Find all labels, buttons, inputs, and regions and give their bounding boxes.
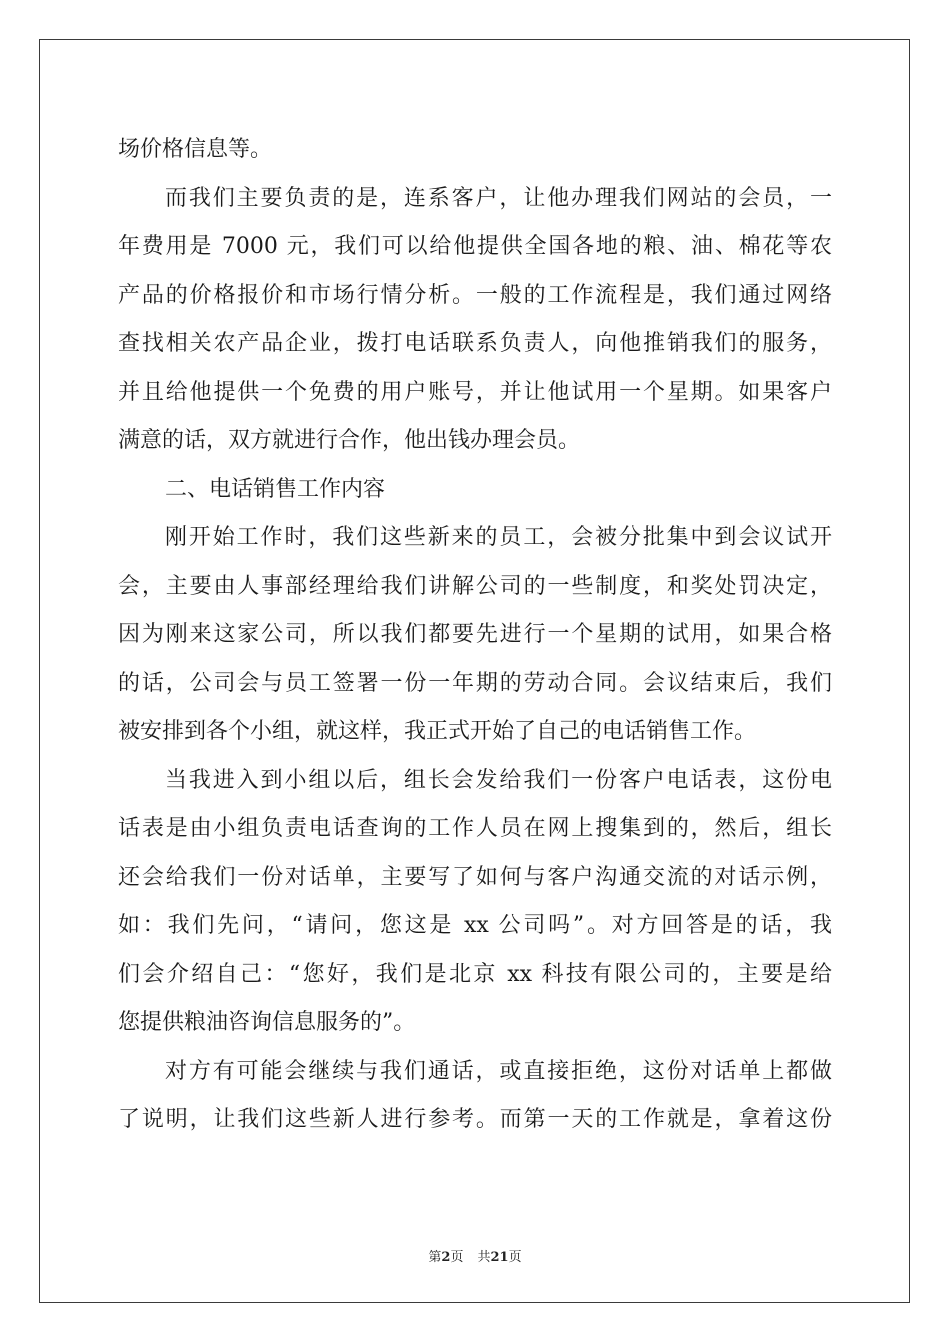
text-line: 而我们主要负责的是，连系客户，让他办理我们网站的会员，一 <box>165 185 832 211</box>
total-suffix: 页 <box>508 1250 522 1265</box>
text-line: 满意的话，双方就进行合作，他出钱办理会员。 <box>118 428 581 453</box>
page-suffix: 页 <box>450 1250 464 1265</box>
page-prefix: 第 <box>428 1250 442 1265</box>
page-footer <box>0 1246 950 1265</box>
total-prefix: 共 <box>477 1250 491 1265</box>
text-line: 还会给我们一份对话单，主要写了如何与客户沟通交流的对话示例， <box>118 864 832 890</box>
text-line: 的话，公司会与员工签署一份一年期的劳动合同。会议结束后，我们 <box>118 670 832 696</box>
text-line: 并且给他提供一个免费的用户账号，并让他试用一个星期。如果客户 <box>118 379 832 405</box>
text-line: 二、电话销售工作内容 <box>165 476 386 502</box>
document-body <box>118 126 832 1145</box>
text-line: 当我进入到小组以后，组长会发给我们一份客户电话表，这份电 <box>165 767 832 793</box>
text-line: 场价格信息等。 <box>118 137 273 162</box>
current-page-number: 2 <box>441 1250 451 1265</box>
text-line: 因为刚来这家公司，所以我们都要先进行一个星期的试用，如果合格 <box>118 622 832 647</box>
text-line: 话表是由小组负责电话查询的工作人员在网上搜集到的，然后，组长 <box>118 816 832 841</box>
text-line: 对方有可能会继续与我们通话，或直接拒绝，这份对话单上都做 <box>165 1058 832 1084</box>
text-line: 如：我们先问，“请问，您这是 xx 公司吗”。对方回答是的话，我 <box>118 913 832 938</box>
total-pages-number: 21 <box>490 1250 509 1265</box>
text-line: 刚开始工作时，我们这些新来的员工，会被分批集中到会议试开 <box>165 525 832 550</box>
text-line: 查找相关农产品企业，拨打电话联系负责人，向他推销我们的服务， <box>118 331 832 356</box>
text-line: 们会介绍自己：“您好，我们是北京 xx 科技有限公司的，主要是给 <box>118 961 832 987</box>
text-line: 年费用是 7000 元，我们可以给他提供全国各地的粮、油、棉花等农 <box>118 234 832 259</box>
text-line: 您提供粮油咨询信息服务的”。 <box>118 1010 416 1035</box>
text-line: 会，主要由人事部经理给我们讲解公司的一些制度，和奖处罚决定， <box>118 573 832 599</box>
text-line: 被安排到各个小组，就这样，我正式开始了自己的电话销售工作。 <box>118 719 757 744</box>
text-line: 产品的价格报价和市场行情分析。一般的工作流程是，我们通过网络 <box>118 282 832 308</box>
text-line: 了说明，让我们这些新人进行参考。而第一天的工作就是，拿着这份 <box>118 1107 832 1132</box>
